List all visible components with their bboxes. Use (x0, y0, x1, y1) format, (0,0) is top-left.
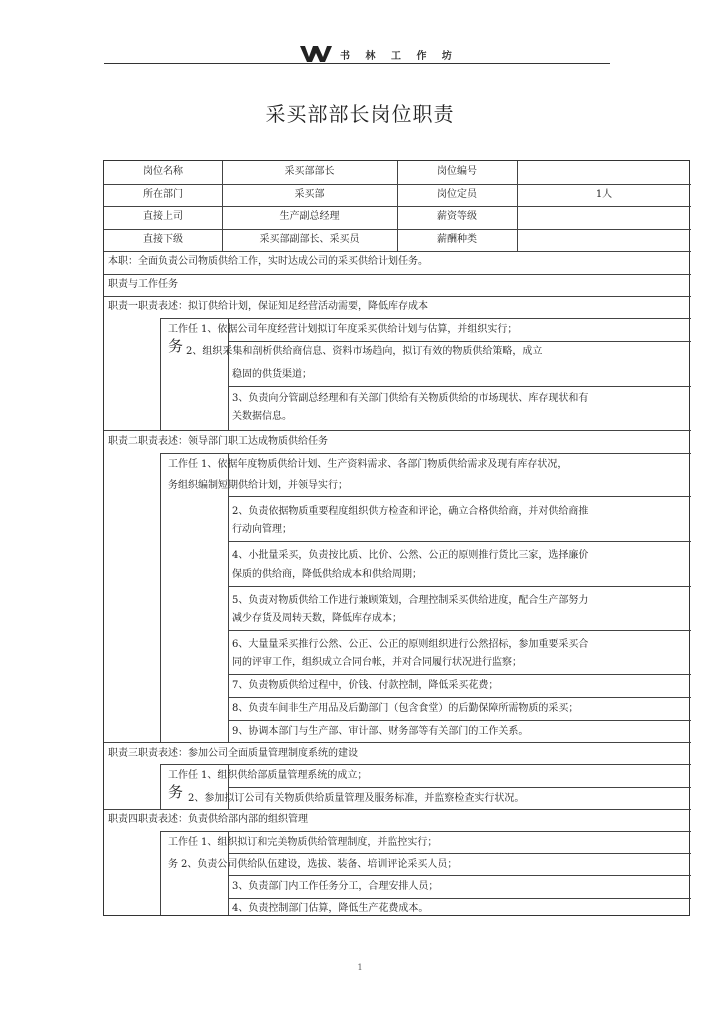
info-label: 薪酬种类 (437, 234, 477, 245)
task-item: 5、负责对物质供给工作进行兼顾策划，合理控制采买供给进度，配合生产部努力 (232, 595, 589, 606)
brand-name: 书 林 工 作 坊 (340, 50, 458, 62)
task-item: 1、依据公司年度经营计划拟订年度采买供给计划与估算，并组织实行； (201, 324, 518, 335)
row-divider (104, 430, 691, 431)
task-item: 4、小批量采买，负责按比质、比价、公然、公正的原则推行货比三家，选择廉价 (232, 550, 589, 561)
task-label: 务 (168, 859, 178, 870)
task-label: 工作任 (168, 459, 198, 470)
row-divider (228, 875, 691, 876)
info-value: 生产副总经理 (279, 211, 340, 222)
info-label: 直接下级 (143, 234, 183, 245)
task-item: 1、依据年度物质供给计划、生产资料需求、各部门物质供给需求及现有库存状况， (201, 459, 568, 470)
task-item: 6、大量量采买推行公然、公正、公正的原则组织进行公然招标，参加重要采买合 (232, 639, 589, 650)
task-label: 务 (168, 337, 184, 355)
task-item: 9、协调本部门与生产部、审计部、财务部等有关部门的工作关系。 (232, 726, 529, 737)
task-label: 工作任 (168, 837, 198, 848)
info-value: 采买部副部长、采买员 (259, 234, 360, 245)
task-item: 务组织编制短期供给计划，并领导实行； (168, 480, 348, 491)
row-divider (228, 853, 691, 854)
row-divider (228, 630, 691, 631)
row-divider (160, 764, 691, 765)
info-label: 岗位定员 (437, 189, 477, 200)
task-item: 4、负责控制部门估算，降低生产花费成本。 (232, 903, 429, 914)
task-item: 关数据信息。 (232, 411, 292, 422)
col-divider (160, 318, 161, 430)
task-label: 工作任 (168, 324, 198, 335)
row-divider (160, 453, 691, 454)
task-item: 1、组织拟订和完美物质供给管理制度，并监控实行； (201, 837, 438, 848)
duty-heading: 职责四职责表述：负责供给部内部的组织管理 (108, 814, 308, 825)
info-label: 岗位编号 (437, 166, 477, 177)
page-header (300, 44, 458, 64)
col-divider (160, 764, 161, 809)
row-divider (160, 318, 691, 319)
info-value: 采买部 (294, 189, 325, 200)
row-divider (160, 831, 691, 832)
summary-text: 本职：全面负责公司物质供给工作，实时达成公司的采买供给计划任务。 (108, 256, 428, 267)
info-value: 采买部部长 (284, 166, 335, 177)
task-item: 2、负责依据物质重要程度组织供方检查和评论，确立合格供给商，并对供给商推 (232, 506, 589, 517)
row-divider (104, 274, 691, 275)
task-item: 2、参加拟订公司有关物质供给质量管理及服务标准，并监察检查实行状况。 (188, 793, 525, 804)
row-divider (104, 742, 691, 743)
page-number: 1 (357, 963, 363, 972)
row-divider (228, 697, 691, 698)
task-label: 工作任 (168, 770, 198, 781)
col-divider (228, 453, 229, 742)
col-divider (160, 831, 161, 915)
task-item: 同的评审工作，组织成立合同台帐，并对合同履行状况进行监察； (232, 657, 522, 668)
duty-heading: 职责二职责表述：领导部门职工达成物质供给任务 (108, 436, 328, 447)
task-item: 7、负责物质供给过程中，价钱、付款控制，降低采买花费； (232, 680, 499, 691)
task-item: 3、负责向分管副总经理和有关部门供给有关物质供给的市场现状、库存现状和有 (232, 393, 589, 404)
col-divider (160, 453, 161, 742)
info-value: 1人 (595, 189, 613, 200)
task-label: 务 (168, 783, 184, 801)
row-divider (228, 586, 691, 587)
info-label: 薪资等级 (437, 211, 477, 222)
row-divider (228, 787, 691, 788)
duty-table (103, 160, 690, 916)
duty-heading: 职责一职责表述：拟订供给计划，保证知足经营活动需要，降低库存成本 (108, 301, 428, 312)
row-divider (228, 674, 691, 675)
duties-heading: 职责与工作任务 (108, 279, 178, 290)
logo-icon (300, 45, 332, 63)
header-divider (104, 63, 610, 64)
task-item: 2、负责公司供给队伍建设，选拔、装备、培训评论采买人员； (181, 859, 458, 870)
task-item: 1、组织供给部质量管理系统的成立； (201, 770, 368, 781)
row-divider (228, 720, 691, 721)
duty-heading: 职责三职责表述：参加公司全面质量管理制度系统的建设 (108, 748, 358, 759)
task-item: 稳固的供货渠道； (232, 369, 312, 380)
task-item: 8、负责车间非生产用品及后勤部门（包含食堂）的后勤保障所需物质的采买； (232, 703, 579, 714)
task-item: 3、负责部门内工作任务分工，合理安排人员； (232, 881, 439, 892)
task-item: 行动向管理； (232, 524, 292, 535)
task-item: 减少存货及周转天数，降低库存成本； (232, 613, 402, 624)
page-title: 采买部部长岗位职责 (265, 102, 455, 126)
row-divider (228, 541, 691, 542)
info-label: 直接上司 (143, 211, 183, 222)
info-label: 所在部门 (143, 189, 183, 200)
row-divider (228, 386, 691, 387)
row-divider (228, 496, 691, 497)
col-divider (517, 161, 518, 251)
info-label: 岗位名称 (143, 166, 183, 177)
task-item: 保质的供给商，降低供给成本和供给周期； (232, 569, 422, 580)
task-item: 2、组织采集和剖析供给商信息、资料市场趋向，拟订有效的物质供给策略，成立 (186, 346, 543, 357)
